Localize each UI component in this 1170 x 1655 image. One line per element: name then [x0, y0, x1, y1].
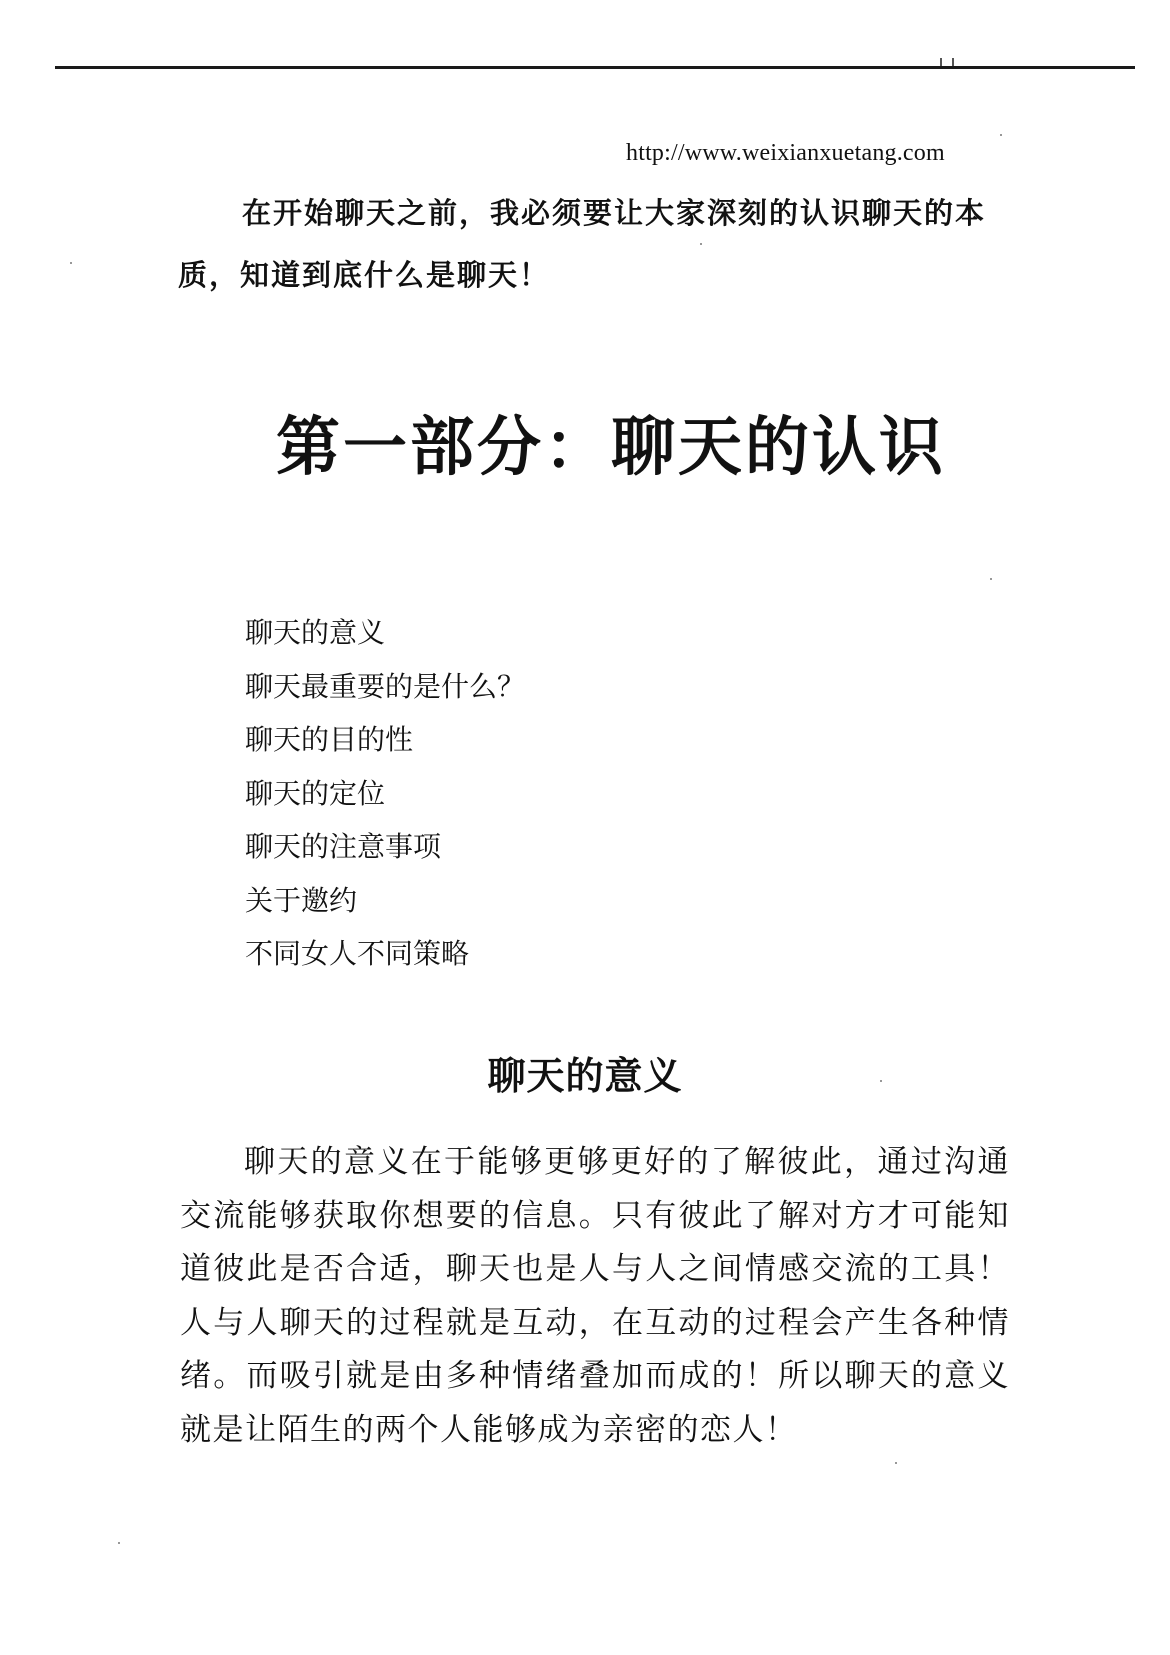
scan-mark — [940, 58, 942, 66]
scan-speck — [118, 1542, 120, 1544]
section-title: 第一部分：聊天的认识 — [276, 410, 946, 485]
toc-item: 聊天的意义 — [245, 616, 386, 649]
scan-mark — [952, 58, 954, 66]
subsection-title: 聊天的意义 — [487, 1054, 683, 1098]
scan-speck — [1000, 134, 1002, 136]
toc-item: 聊天最重要的是什么？ — [245, 669, 526, 703]
body-paragraph: 聊天的意义在于能够更够更好的了解彼此，通过沟通交流能够获取你想要的信息。只有彼此了解对方才可能知道彼此是否合适，聊天也是人与人之间情感交流的工具！人与人聊天的过程就是互动，在互动的过程会产生各种情绪。而吸引就是由多种情绪叠加而成的！所以聊天的意义就是让陌生的两个人能够成为亲密的恋人！ — [180, 1144, 1010, 1448]
toc-item: 聊天的定位 — [245, 776, 386, 810]
toc-item: 关于邀约 — [245, 883, 358, 917]
toc-item: 聊天的注意事项 — [245, 830, 442, 863]
scan-speck — [990, 578, 992, 580]
toc-item: 聊天的目的性 — [245, 723, 414, 756]
header-rule — [55, 66, 1135, 69]
scan-speck — [895, 1462, 897, 1464]
scan-speck — [880, 1080, 882, 1082]
scan-speck — [70, 262, 72, 264]
scan-speck — [700, 243, 702, 245]
website-url: http://www.weixianxuetang.com — [626, 140, 945, 166]
table-of-contents — [245, 606, 525, 981]
intro-paragraph: 在开始聊天之前，我必须要让大家深刻的认识聊天的本质，知道到底什么是聊天！ — [178, 196, 987, 292]
toc-item: 不同女人不同策略 — [245, 937, 470, 970]
